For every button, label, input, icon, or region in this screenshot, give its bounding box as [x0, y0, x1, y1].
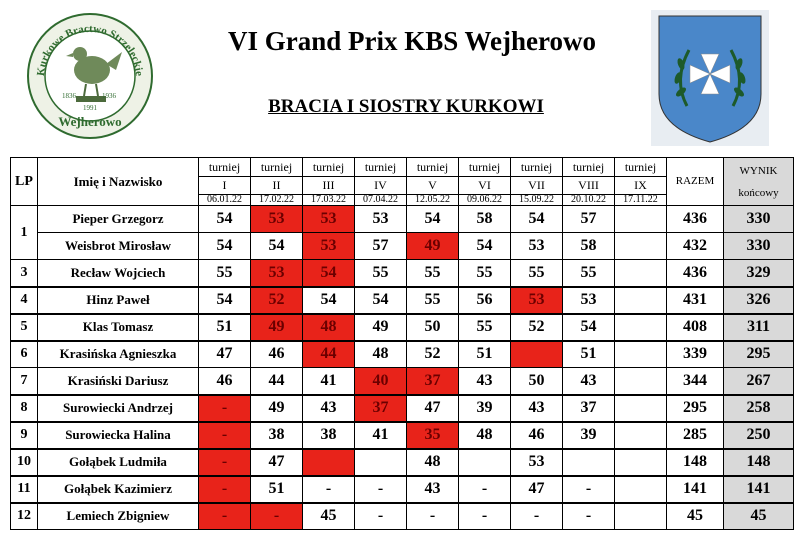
tournament-label: turniej [459, 158, 511, 177]
score-cell: 51 [563, 341, 615, 368]
score-cell: 54 [199, 287, 251, 314]
score-cell [615, 449, 667, 476]
table-row [11, 449, 794, 476]
score-cell: 52 [251, 287, 303, 314]
seal-year-left: 1836 [62, 92, 76, 100]
score-cell: - [355, 476, 407, 503]
score-cell [615, 341, 667, 368]
score-cell: 38 [303, 422, 355, 449]
col-name-header: Imię i Nazwisko [38, 158, 199, 206]
score-cell: 52 [407, 341, 459, 368]
score-cell: - [563, 476, 615, 503]
score-cell: 50 [407, 314, 459, 341]
tournament-date: 17.11.22 [615, 195, 667, 206]
score-cell: 48 [459, 422, 511, 449]
score-cell [615, 260, 667, 287]
results-table [10, 157, 794, 530]
tournament-number: IV [355, 177, 407, 195]
score-cell: 55 [407, 260, 459, 287]
razem-cell: 148 [667, 449, 724, 476]
score-cell: 47 [251, 449, 303, 476]
wynik-cell: 267 [724, 368, 794, 395]
tournament-label: turniej [615, 158, 667, 177]
score-cell [511, 341, 563, 368]
score-cell: - [511, 503, 563, 530]
player-name: Krasińska Agnieszka [38, 341, 199, 368]
wynik-cell: 295 [724, 341, 794, 368]
score-cell: 49 [251, 314, 303, 341]
score-cell: 40 [355, 368, 407, 395]
score-cell: 54 [459, 233, 511, 260]
score-cell [303, 449, 355, 476]
score-cell: - [199, 449, 251, 476]
score-cell: 53 [251, 206, 303, 233]
score-cell: 55 [355, 260, 407, 287]
table-row [11, 341, 794, 368]
tournament-label: turniej [303, 158, 355, 177]
lp-cell: 11 [11, 476, 38, 503]
score-cell [355, 449, 407, 476]
razem-cell: 141 [667, 476, 724, 503]
lp-cell: 1 [11, 206, 38, 260]
score-cell: 55 [459, 314, 511, 341]
header-row [11, 158, 794, 177]
tournament-number: VI [459, 177, 511, 195]
razem-cell: 285 [667, 422, 724, 449]
razem-cell: 436 [667, 206, 724, 233]
score-cell [615, 233, 667, 260]
score-cell: 37 [407, 368, 459, 395]
wynik-cell: 329 [724, 260, 794, 287]
lp-cell: 8 [11, 395, 38, 422]
wejherowo-coat-of-arms-icon [651, 10, 769, 146]
seal-town: Wejherowo [58, 114, 122, 129]
tournament-date: 06.01.22 [199, 195, 251, 206]
razem-cell: 431 [667, 287, 724, 314]
wynik-line1: WYNIK [739, 164, 778, 177]
score-cell: 53 [251, 260, 303, 287]
score-cell: - [459, 503, 511, 530]
table-row [11, 233, 794, 260]
player-name: Gołąbek Ludmiła [38, 449, 199, 476]
wynik-line2: końcowy [738, 186, 779, 199]
tournament-label: turniej [199, 158, 251, 177]
score-cell: 46 [251, 341, 303, 368]
score-cell: 55 [459, 260, 511, 287]
score-cell: 58 [563, 233, 615, 260]
score-cell: 51 [251, 476, 303, 503]
player-name: Gołąbek Kazimierz [38, 476, 199, 503]
score-cell: 58 [459, 206, 511, 233]
score-cell: 54 [251, 233, 303, 260]
table-row [11, 395, 794, 422]
score-cell [615, 395, 667, 422]
score-cell: 44 [251, 368, 303, 395]
score-cell: 54 [199, 206, 251, 233]
wynik-cell: 326 [724, 287, 794, 314]
score-cell: 45 [303, 503, 355, 530]
score-cell: - [407, 503, 459, 530]
seal-ring-text: Kurkowe Bractwo Strzeleckie [34, 22, 145, 77]
tournament-number: V [407, 177, 459, 195]
score-cell: 37 [563, 395, 615, 422]
player-name: Surowiecki Andrzej [38, 395, 199, 422]
score-cell [459, 449, 511, 476]
wynik-cell: 330 [724, 206, 794, 233]
wynik-cell: 258 [724, 395, 794, 422]
score-cell: 37 [355, 395, 407, 422]
kbs-logo [26, 12, 154, 140]
score-cell: 55 [511, 260, 563, 287]
score-cell: 54 [303, 287, 355, 314]
score-cell [563, 449, 615, 476]
score-cell: 43 [459, 368, 511, 395]
lp-cell: 4 [11, 287, 38, 314]
score-cell: 43 [303, 395, 355, 422]
score-cell: 48 [303, 314, 355, 341]
table-row [11, 206, 794, 233]
tournament-number: IX [615, 177, 667, 195]
score-cell: 48 [407, 449, 459, 476]
score-cell [615, 206, 667, 233]
seal-year-right: 1936 [102, 92, 116, 100]
score-cell: 47 [199, 341, 251, 368]
score-cell: 51 [199, 314, 251, 341]
score-cell: 49 [355, 314, 407, 341]
table-row [11, 503, 794, 530]
razem-cell: 436 [667, 260, 724, 287]
tournament-label: turniej [355, 158, 407, 177]
lp-cell: 7 [11, 368, 38, 395]
razem-cell: 295 [667, 395, 724, 422]
wynik-cell: 45 [724, 503, 794, 530]
score-cell [615, 314, 667, 341]
score-cell: 47 [407, 395, 459, 422]
player-name: Weisbrot Mirosław [38, 233, 199, 260]
score-cell: 46 [511, 422, 563, 449]
score-cell: 39 [459, 395, 511, 422]
table-row [11, 287, 794, 314]
score-cell [615, 422, 667, 449]
score-cell: 41 [303, 368, 355, 395]
score-cell: 51 [459, 341, 511, 368]
tournament-number: I [199, 177, 251, 195]
score-cell: 54 [563, 314, 615, 341]
page-title: VI Grand Prix KBS Wejherowo [227, 26, 597, 56]
score-cell [615, 287, 667, 314]
score-cell: - [199, 476, 251, 503]
wynik-cell: 330 [724, 233, 794, 260]
tournament-date: 09.06.22 [459, 195, 511, 206]
score-cell: 57 [563, 206, 615, 233]
score-cell: 49 [407, 233, 459, 260]
table-row [11, 476, 794, 503]
tournament-label: turniej [407, 158, 459, 177]
player-name: Klas Tomasz [38, 314, 199, 341]
score-cell: - [199, 395, 251, 422]
player-name: Hinz Paweł [38, 287, 199, 314]
score-cell: 46 [199, 368, 251, 395]
razem-cell: 432 [667, 233, 724, 260]
tournament-label: turniej [251, 158, 303, 177]
col-wynik-header [724, 158, 794, 206]
razem-cell: 408 [667, 314, 724, 341]
score-cell: 53 [303, 206, 355, 233]
score-cell: 47 [511, 476, 563, 503]
player-name: Pieper Grzegorz [38, 206, 199, 233]
score-cell: - [199, 422, 251, 449]
razem-cell: 45 [667, 503, 724, 530]
table-row [11, 422, 794, 449]
score-cell: 53 [303, 233, 355, 260]
score-cell [615, 476, 667, 503]
score-cell: 56 [459, 287, 511, 314]
razem-cell: 344 [667, 368, 724, 395]
lp-cell: 5 [11, 314, 38, 341]
score-cell: 43 [563, 368, 615, 395]
razem-cell: 339 [667, 341, 724, 368]
player-name: Krasiński Dariusz [38, 368, 199, 395]
player-name: Surowiecka Halina [38, 422, 199, 449]
tournament-number: VII [511, 177, 563, 195]
score-cell: 53 [355, 206, 407, 233]
lp-cell: 3 [11, 260, 38, 287]
score-cell: 38 [251, 422, 303, 449]
wynik-cell: 250 [724, 422, 794, 449]
tournament-number: III [303, 177, 355, 195]
score-cell: 53 [563, 287, 615, 314]
score-cell: 49 [251, 395, 303, 422]
score-cell: 35 [407, 422, 459, 449]
table-row [11, 260, 794, 287]
tournament-number: II [251, 177, 303, 195]
lp-cell: 12 [11, 503, 38, 530]
score-cell: 54 [303, 260, 355, 287]
score-cell: 48 [355, 341, 407, 368]
lp-cell: 10 [11, 449, 38, 476]
wynik-cell: 148 [724, 449, 794, 476]
score-cell: 55 [199, 260, 251, 287]
tournament-date: 20.10.22 [563, 195, 615, 206]
score-cell: 53 [511, 287, 563, 314]
tournament-date: 17.02.22 [251, 195, 303, 206]
tournament-number: VIII [563, 177, 615, 195]
col-lp-header: LP [11, 158, 38, 206]
wynik-cell: 141 [724, 476, 794, 503]
table-row [11, 314, 794, 341]
tournament-date: 12.05.22 [407, 195, 459, 206]
score-cell: 50 [511, 368, 563, 395]
tournament-date: 07.04.22 [355, 195, 407, 206]
score-cell: - [563, 503, 615, 530]
wynik-cell: 311 [724, 314, 794, 341]
tournament-date: 17.03.22 [303, 195, 355, 206]
kbs-seal-icon [26, 12, 154, 140]
score-cell: 43 [407, 476, 459, 503]
lp-cell: 9 [11, 422, 38, 449]
score-cell: - [355, 503, 407, 530]
score-cell: 52 [511, 314, 563, 341]
score-cell: 39 [563, 422, 615, 449]
score-cell: 55 [563, 260, 615, 287]
player-name: Recław Wojciech [38, 260, 199, 287]
score-cell: - [459, 476, 511, 503]
tournament-label: turniej [563, 158, 615, 177]
score-cell: 54 [511, 206, 563, 233]
wejherowo-coat-of-arms [651, 10, 769, 146]
score-cell: - [251, 503, 303, 530]
score-cell [615, 368, 667, 395]
score-cell: 54 [199, 233, 251, 260]
score-cell: 57 [355, 233, 407, 260]
page-subtitle: BRACIA I SIOSTRY KURKOWI [268, 96, 544, 117]
score-cell: 53 [511, 449, 563, 476]
score-cell: 55 [407, 287, 459, 314]
score-cell: 41 [355, 422, 407, 449]
seal-year-bottom: 1991 [83, 104, 97, 112]
score-cell: 43 [511, 395, 563, 422]
tournament-date: 15.09.22 [511, 195, 563, 206]
score-cell: 44 [303, 341, 355, 368]
score-cell: - [199, 503, 251, 530]
col-razem-header: RAZEM [667, 158, 724, 206]
tournament-label: turniej [511, 158, 563, 177]
score-cell: - [303, 476, 355, 503]
score-cell: 54 [407, 206, 459, 233]
score-cell: 53 [511, 233, 563, 260]
lp-cell: 6 [11, 341, 38, 368]
score-cell: 54 [355, 287, 407, 314]
table-row [11, 368, 794, 395]
score-cell [615, 503, 667, 530]
player-name: Lemiech Zbigniew [38, 503, 199, 530]
